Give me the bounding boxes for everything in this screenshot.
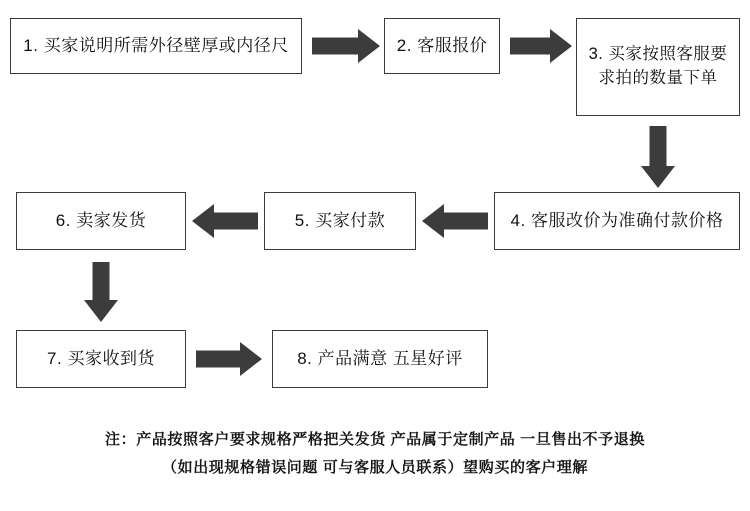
flow-box-step1: 1. 买家说明所需外径壁厚或内径尺 <box>10 18 302 74</box>
flow-box-step7: 7. 买家收到货 <box>16 330 186 388</box>
flow-box-step4: 4. 客服改价为准确付款价格 <box>494 192 740 250</box>
flow-box-step6: 6. 卖家发货 <box>16 192 186 250</box>
arrow-step1-to-step2 <box>312 29 380 63</box>
flow-box-step3: 3. 买家按照客服要求拍的数量下单 <box>576 18 740 116</box>
flow-box-step2: 2. 客服报价 <box>384 18 500 74</box>
arrow-step3-to-step4 <box>641 126 675 188</box>
arrow-step4-to-step5 <box>422 204 488 238</box>
flow-box-step8: 8. 产品满意 五星好评 <box>272 330 488 388</box>
arrow-step6-to-step7 <box>84 262 118 322</box>
arrow-step5-to-step6 <box>192 204 258 238</box>
flow-box-step5: 5. 买家付款 <box>264 192 416 250</box>
footnote-line-2: （如出现规格错误问题 可与客服人员联系）望购买的客户理解 <box>162 459 588 476</box>
footnote-line-1: 注：产品按照客户要求规格严格把关发货 产品属于定制产品 一旦售出不予退换 <box>105 431 645 448</box>
arrow-step2-to-step3 <box>510 29 572 63</box>
arrow-step7-to-step8 <box>196 342 262 376</box>
